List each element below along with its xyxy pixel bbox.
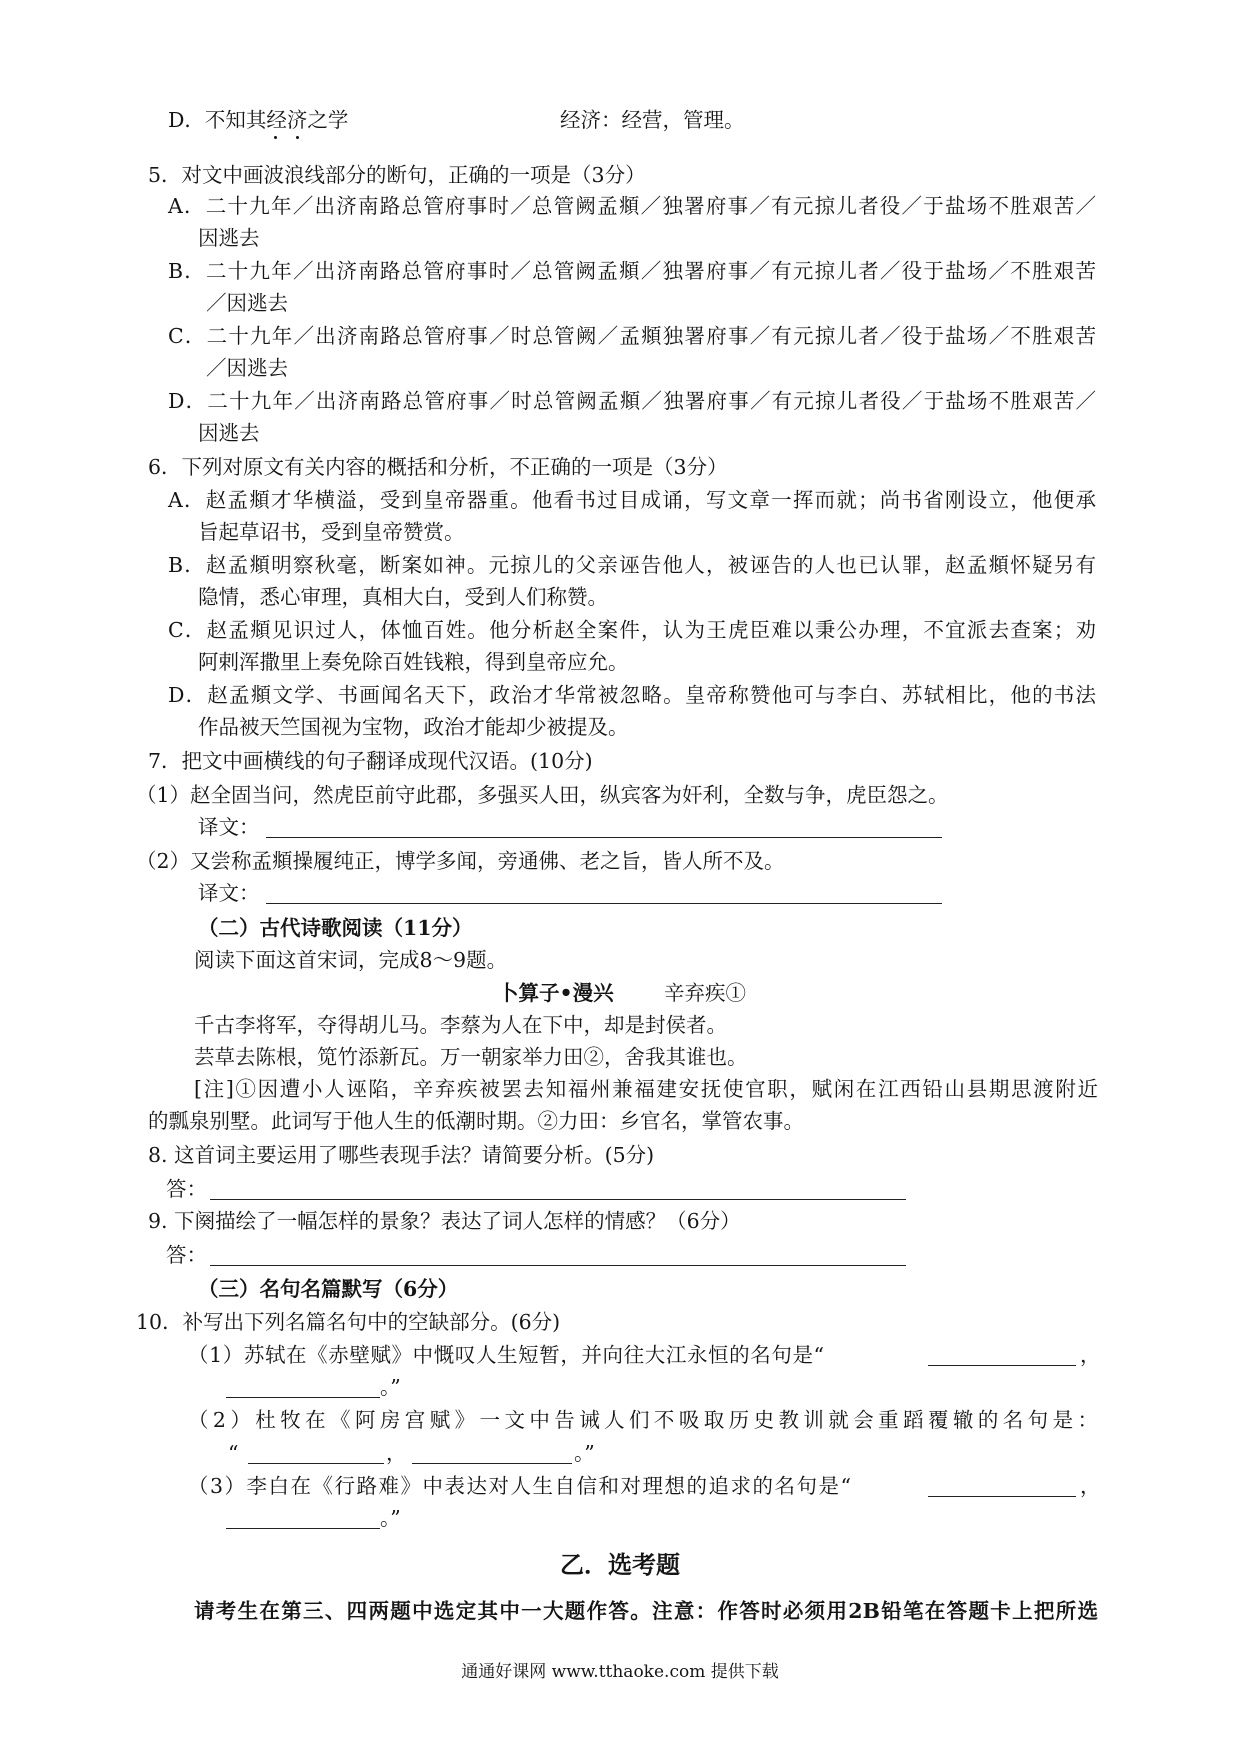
q10-item-2-open-quote: “: [228, 1441, 239, 1465]
q10-item-2-blank-b[interactable]: [412, 1443, 572, 1464]
q10-item-3-close: 。”: [380, 1506, 401, 1530]
q10-item-1-blank-b[interactable]: [226, 1377, 380, 1398]
poem-line-1: 千古李将军，夺得胡儿马。李蔡为人在下中，却是封侯者。: [194, 1013, 727, 1037]
q6-option-d-cont: 作品被天竺国视为宝物，政治才能却少被提及。: [198, 715, 629, 739]
footer-source: 通通好课网 www.tthaoke.com 提供下载: [461, 1662, 779, 1682]
q7-answer-line-2[interactable]: [266, 883, 942, 904]
poetry-section-heading: （二）古代诗歌阅读（11分）: [198, 916, 473, 940]
q5-option-a: A．二十九年／出济南路总管府事时／总管阙孟頫／独署府事／有元掠儿者役／于盐场不胜艰苦／: [168, 194, 1096, 218]
q8-answer-label: 答：: [166, 1177, 207, 1201]
q10-item-1-blank-a[interactable]: [928, 1345, 1076, 1366]
q5-option-a-cont: 因逃去: [198, 226, 260, 250]
poem-note-1: [注]①因遭小人诬陷，辛弃疾被罢去知福州兼福建安抚使官职，赋闲在江西铅山县期思渡附近: [194, 1077, 1098, 1101]
poetry-intro: 阅读下面这首宋词，完成8～9题。: [194, 948, 508, 972]
q6-option-b: B．赵孟頫明察秋毫，断案如神。元掠儿的父亲诬告他人，被诬告的人也已认罪，赵孟頫怀疑另有: [168, 553, 1096, 577]
q8-answer-line[interactable]: [210, 1179, 906, 1200]
q6-option-a: A．赵孟頫才华横溢，受到皇帝器重。他看书过目成诵，写文章一挥而就；尚书省刚设立，他便承: [168, 488, 1096, 512]
q5-option-c: C．二十九年／出济南路总管府事／时总管阙／孟頫独署府事／有元掠儿者／役于盐场／不胜艰苦: [168, 324, 1096, 348]
translation-label: 译文：: [198, 881, 260, 905]
poem-author: 辛弃疾①: [664, 981, 746, 1005]
q10-item-1-close: 。”: [380, 1375, 401, 1399]
q10-item-3-blank-a[interactable]: [928, 1476, 1076, 1497]
emphasis-dot: [296, 136, 299, 139]
q7-stem: 7．把文中画横线的句子翻译成现代汉语。(10分): [148, 749, 593, 773]
q10-item-2-blank-a[interactable]: [248, 1443, 384, 1464]
q4-option-d: [168, 105, 348, 135]
q6-option-b-cont: 隐情，悉心审理，真相大白，受到人们称赞。: [198, 585, 608, 609]
elective-title: 乙．选考题: [560, 1550, 680, 1579]
q10-item-1-comma: ，: [1080, 1343, 1101, 1367]
translation-label: 译文：: [198, 815, 260, 839]
elective-instruction: 请考生在第三、四两题中选定其中一大题作答。注意：作答时必须用2B铅笔在答题卡上把所选: [194, 1599, 1098, 1623]
q10-stem: 10．补写出下列名篇名句中的空缺部分。(6分): [136, 1310, 561, 1334]
q4-option-d-gloss: 经济：经营，管理。: [560, 108, 745, 132]
q5-option-b: B．二十九年／出济南路总管府事时／总管阙孟頫／独署府事／有元掠儿者／役于盐场／不胜艰苦: [168, 259, 1096, 283]
poem-note-2: 的瓢泉别墅。此词写于他人生的低潮时期。②力田：乡官名，掌管农事。: [148, 1109, 804, 1133]
q10-item-2-comma: ，: [386, 1441, 407, 1465]
q9-stem: 9. 下阕描绘了一幅怎样的景象？表达了词人怎样的情感？（6分）: [148, 1209, 741, 1233]
emphasis-dot: [274, 136, 277, 139]
q5-option-c-cont: ／因逃去: [206, 356, 288, 380]
q10-item-1: （1）苏轼在《赤壁赋》中慨叹人生短暂，并向往大江永恒的名句是“: [188, 1343, 825, 1367]
q6-option-c-cont: 阿剌浑撒里上奏免除百姓钱粮，得到皇帝应允。: [198, 650, 629, 674]
q7-sentence-1: （1）赵全固当问，然虎臣前守此郡，多强买人田，纵宾客为奸利，全数与争，虎臣怨之。: [136, 783, 949, 807]
q10-item-3: （3）李白在《行路难》中表达对人生自信和对理想的追求的名句是“: [188, 1474, 853, 1498]
q7-sentence-2: （2）又尝称孟頫操履纯正，博学多闻，旁通佛、老之旨，皆人所不及。: [136, 849, 785, 873]
q10-item-2: （2）杜牧在《阿房宫赋》一文中告诫人们不吸取历史教训就会重蹈覆辙的名句是：: [188, 1408, 1098, 1432]
q6-option-a-cont: 旨起草诏书，受到皇帝赞赏。: [198, 520, 465, 544]
q4-option-d-text: D．不知其经济之学: [168, 108, 349, 132]
q6-option-c: C．赵孟頫见识过人，体恤百姓。他分析赵全案件，认为王虎臣难以秉公办理，不宜派去查案；劝: [168, 618, 1096, 642]
poem-title: 卜算子•漫兴: [498, 981, 614, 1005]
q10-item-3-blank-b[interactable]: [226, 1508, 380, 1529]
poem-line-2: 芸草去陈根，笕竹添新瓦。万一朝家举力田②，舍我其谁也。: [194, 1045, 748, 1069]
q5-stem: 5．对文中画波浪线部分的断句，正确的一项是（3分）: [148, 163, 646, 187]
q9-answer-label: 答：: [166, 1243, 207, 1267]
q7-translation-2: [198, 878, 260, 908]
q6-option-d: D．赵孟頫文学、书画闻名天下，政治才华常被忽略。皇帝称赞他可与李白、苏轼相比，他的书法: [168, 683, 1096, 707]
q10-item-3-comma: ，: [1080, 1474, 1101, 1498]
q9-answer-line[interactable]: [210, 1245, 906, 1266]
q8-stem: 8. 这首词主要运用了哪些表现手法？请简要分析。(5分): [148, 1143, 655, 1167]
q5-option-d-cont: 因逃去: [198, 421, 260, 445]
dictation-section-heading: （三）名句名篇默写（6分）: [198, 1277, 459, 1301]
q7-answer-line-1[interactable]: [266, 817, 942, 838]
q6-stem: 6．下列对原文有关内容的概括和分析，不正确的一项是（3分）: [148, 455, 728, 479]
q5-option-b-cont: ／因逃去: [206, 291, 288, 315]
q7-translation-1: [198, 812, 260, 842]
q10-item-2-close: 。”: [574, 1441, 595, 1465]
q5-option-d: D．二十九年／出济南路总管府事／时总管阙孟頫／独署府事／有元掠儿者役／于盐场不胜艰苦／: [168, 389, 1096, 413]
